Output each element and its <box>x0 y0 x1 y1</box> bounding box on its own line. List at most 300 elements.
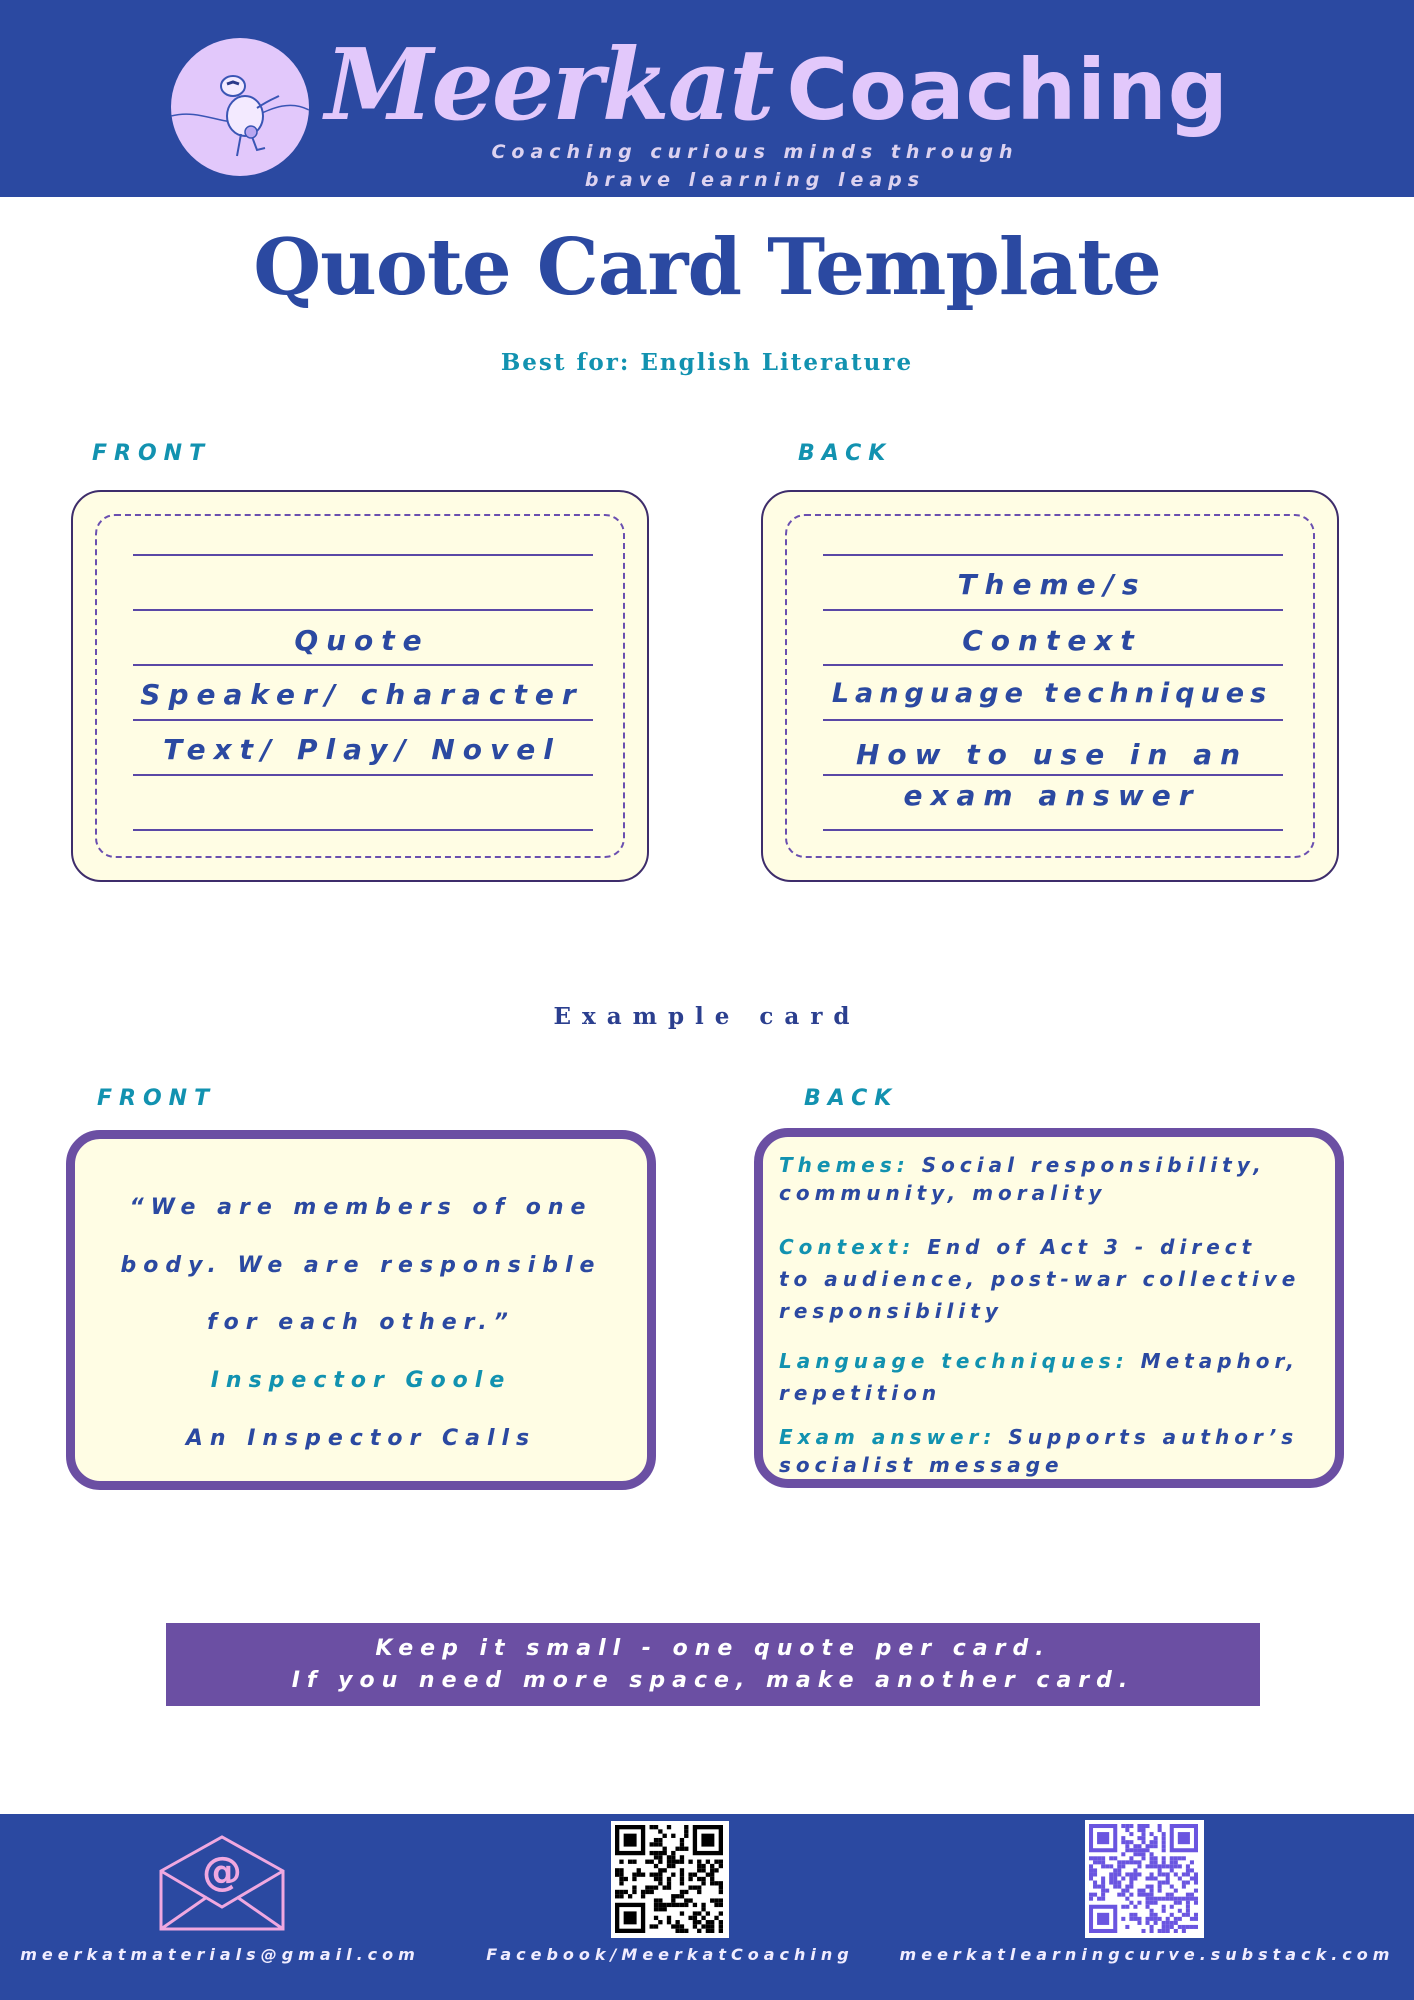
example-title: Example card <box>553 1003 861 1030</box>
qr-module <box>1162 1832 1166 1836</box>
qr-module <box>632 1873 636 1877</box>
card-rule <box>133 829 593 831</box>
qr-module <box>1093 1872 1097 1876</box>
qr-module <box>624 1877 628 1881</box>
qr-module <box>680 1924 684 1928</box>
page-title: Quote Card Template <box>253 222 1161 313</box>
qr-module <box>654 1838 658 1842</box>
qr-module <box>1137 1872 1141 1876</box>
qr-module <box>1109 1881 1113 1885</box>
qr-module <box>619 1881 623 1885</box>
qr-module <box>1137 1844 1141 1848</box>
qr-module <box>1121 1876 1125 1880</box>
qr-module <box>654 1924 658 1928</box>
qr-module <box>1137 1917 1141 1921</box>
qr-module <box>1158 1864 1162 1868</box>
qr-module <box>1125 1897 1129 1901</box>
qr-module <box>1150 1852 1154 1856</box>
qr-module <box>684 1825 688 1829</box>
qr-module <box>1174 1917 1178 1921</box>
qr-module <box>1097 1885 1101 1889</box>
qr-module <box>1121 1893 1125 1897</box>
brand-bold: Coaching <box>786 41 1229 139</box>
exam-key: Exam answer: <box>779 1425 997 1449</box>
qr-module <box>714 1903 718 1907</box>
qr-module <box>1162 1860 1166 1864</box>
qr-module <box>619 1877 623 1881</box>
qr-module <box>1174 1860 1178 1864</box>
qr-module <box>615 1873 619 1877</box>
qr-module <box>641 1873 645 1877</box>
qr-module <box>693 1885 697 1889</box>
qr-module <box>1190 1860 1194 1864</box>
template-front-quote: Quote <box>294 624 430 657</box>
qr-module <box>1117 1885 1121 1889</box>
example-quote-line-3: for each other.” <box>207 1310 515 1335</box>
qr-module <box>1129 1860 1133 1864</box>
qr-finder <box>701 1834 714 1847</box>
qr-module <box>1089 1872 1093 1876</box>
qr-module <box>684 1834 688 1838</box>
qr-module <box>1146 1917 1150 1921</box>
qr-module <box>1194 1872 1198 1876</box>
qr-module <box>693 1903 697 1907</box>
qr-module <box>1150 1929 1154 1933</box>
qr-module <box>1093 1860 1097 1864</box>
qr-module <box>706 1924 710 1928</box>
qr-module <box>710 1868 714 1872</box>
qr-module <box>1150 1909 1154 1913</box>
qr-module <box>1146 1876 1150 1880</box>
qr-module <box>667 1881 671 1885</box>
themes-value-1: Social responsibility, <box>909 1153 1266 1177</box>
qr-module <box>693 1911 697 1915</box>
qr-module <box>671 1898 675 1902</box>
qr-module <box>701 1868 705 1872</box>
context-key: Context: <box>779 1235 916 1259</box>
card-rule <box>823 774 1283 776</box>
qr-module <box>1125 1828 1129 1832</box>
qr-module <box>645 1890 649 1894</box>
qr-module <box>1166 1872 1170 1876</box>
qr-module <box>714 1916 718 1920</box>
qr-module <box>1194 1913 1198 1917</box>
qr-module <box>706 1911 710 1915</box>
qr-module <box>1166 1897 1170 1901</box>
qr-module <box>710 1864 714 1868</box>
qr-module <box>684 1898 688 1902</box>
qr-module <box>719 1911 723 1915</box>
qr-module <box>650 1825 654 1829</box>
qr-module <box>1101 1893 1105 1897</box>
qr-module <box>1146 1893 1150 1897</box>
qr-module <box>714 1860 718 1864</box>
qr-module <box>706 1873 710 1877</box>
qr-module <box>688 1877 692 1881</box>
template-front-card <box>71 490 649 882</box>
qr-module <box>1186 1881 1190 1885</box>
qr-module <box>632 1885 636 1889</box>
qr-module <box>1150 1876 1154 1880</box>
qr-module <box>1146 1848 1150 1852</box>
qr-module <box>645 1860 649 1864</box>
qr-module <box>697 1920 701 1924</box>
qr-module <box>1113 1876 1117 1880</box>
qr-module <box>675 1847 679 1851</box>
qr-module <box>680 1873 684 1877</box>
qr-module <box>671 1855 675 1859</box>
qr-module <box>697 1885 701 1889</box>
qr-module <box>671 1851 675 1855</box>
qr-module <box>667 1860 671 1864</box>
qr-module <box>1182 1925 1186 1929</box>
meerkat-logo-icon <box>171 38 309 176</box>
qr-module <box>719 1924 723 1928</box>
qr-module <box>1158 1828 1162 1832</box>
qr-module <box>1166 1917 1170 1921</box>
qr-module <box>658 1838 662 1842</box>
qr-module <box>619 1894 623 1898</box>
qr-module <box>1194 1889 1198 1893</box>
qr-module <box>1186 1868 1190 1872</box>
qr-module <box>667 1885 671 1889</box>
qr-module <box>1137 1824 1141 1828</box>
qr-module <box>637 1873 641 1877</box>
qr-module <box>1166 1929 1170 1933</box>
qr-finder <box>1178 1832 1190 1844</box>
qr-module <box>1170 1913 1174 1917</box>
qr-module <box>1150 1917 1154 1921</box>
exam-value-2: socialist message <box>779 1453 1064 1477</box>
qr-module <box>1146 1901 1150 1905</box>
qr-module <box>628 1894 632 1898</box>
qr-module <box>1137 1921 1141 1925</box>
example-quote-line-1: “We are members of one <box>129 1195 593 1220</box>
qr-module <box>1125 1844 1129 1848</box>
qr-module <box>1146 1885 1150 1889</box>
qr-module <box>1097 1897 1101 1901</box>
qr-module <box>1162 1836 1166 1840</box>
qr-module <box>1121 1860 1125 1864</box>
qr-module <box>1162 1925 1166 1929</box>
qr-module <box>1101 1897 1105 1901</box>
footer-substack[interactable]: meerkatlearningcurve.substack.com <box>899 1945 1395 1964</box>
qr-module <box>1174 1856 1178 1860</box>
qr-module <box>1186 1864 1190 1868</box>
themes-value-2: community, morality <box>779 1181 1107 1205</box>
qr-module <box>663 1847 667 1851</box>
qr-module <box>1141 1840 1145 1844</box>
qr-module <box>701 1916 705 1920</box>
qr-module <box>615 1890 619 1894</box>
qr-module <box>1150 1913 1154 1917</box>
qr-module <box>697 1929 701 1933</box>
qr-module <box>1137 1836 1141 1840</box>
qr-module <box>680 1890 684 1894</box>
example-back-card <box>754 1128 1344 1488</box>
qr-module <box>1194 1881 1198 1885</box>
qr-module <box>1170 1856 1174 1860</box>
qr-module <box>1117 1864 1121 1868</box>
qr-module <box>1141 1893 1145 1897</box>
template-back-howto-2: exam answer <box>903 779 1201 812</box>
qr-module <box>1190 1893 1194 1897</box>
qr-module <box>1146 1921 1150 1925</box>
qr-module <box>1150 1901 1154 1905</box>
qr-module <box>667 1864 671 1868</box>
qr-module <box>1162 1897 1166 1901</box>
qr-module <box>1121 1852 1125 1856</box>
qr-module <box>1186 1893 1190 1897</box>
qr-module <box>706 1920 710 1924</box>
qr-module <box>671 1894 675 1898</box>
qr-module <box>1158 1824 1162 1828</box>
qr-module <box>663 1851 667 1855</box>
qr-module <box>1137 1860 1141 1864</box>
template-front-speaker: Speaker/ character <box>140 678 584 711</box>
card-rule <box>133 554 593 556</box>
qr-module <box>1190 1897 1194 1901</box>
qr-module <box>658 1898 662 1902</box>
template-back-card <box>761 490 1339 882</box>
example-language <box>779 1345 1339 1409</box>
qr-module <box>650 1885 654 1889</box>
card-rule <box>133 664 593 666</box>
qr-module <box>1133 1872 1137 1876</box>
qr-module <box>1158 1872 1162 1876</box>
qr-module <box>675 1929 679 1933</box>
qr-module <box>719 1860 723 1864</box>
qr-module <box>1093 1881 1097 1885</box>
qr-module <box>1150 1864 1154 1868</box>
qr-module <box>1141 1832 1145 1836</box>
qr-module <box>680 1929 684 1933</box>
qr-module <box>1186 1913 1190 1917</box>
qr-module <box>680 1903 684 1907</box>
svg-text:@: @ <box>202 1849 242 1895</box>
qr-module <box>624 1890 628 1894</box>
qr-module <box>1158 1917 1162 1921</box>
qr-module <box>1101 1889 1105 1893</box>
qr-module <box>1129 1913 1133 1917</box>
qr-module <box>1146 1864 1150 1868</box>
qr-module <box>1178 1925 1182 1929</box>
footer-facebook[interactable]: Facebook/MeerkatCoaching <box>486 1945 854 1964</box>
qr-module <box>1141 1929 1145 1933</box>
qr-module <box>1125 1925 1129 1929</box>
qr-module <box>1109 1876 1113 1880</box>
qr-module <box>1141 1828 1145 1832</box>
qr-module <box>1121 1840 1125 1844</box>
qr-module <box>697 1890 701 1894</box>
card-rule <box>133 774 593 776</box>
qr-module <box>658 1829 662 1833</box>
qr-module <box>1129 1876 1133 1880</box>
qr-module <box>641 1890 645 1894</box>
qr-module <box>1174 1897 1178 1901</box>
qr-module <box>1105 1889 1109 1893</box>
qr-module <box>1129 1832 1133 1836</box>
example-themes <box>779 1151 1339 1207</box>
qr-module <box>667 1855 671 1859</box>
qr-module <box>684 1829 688 1833</box>
example-quote-line-2: body. We are responsible <box>120 1253 602 1278</box>
qr-module <box>1101 1860 1105 1864</box>
qr-module <box>1162 1864 1166 1868</box>
substack-qr-code[interactable] <box>1085 1820 1204 1938</box>
example-exam <box>779 1423 1339 1479</box>
qr-module <box>1146 1844 1150 1848</box>
qr-module <box>650 1860 654 1864</box>
qr-module <box>1186 1925 1190 1929</box>
qr-module <box>1150 1889 1154 1893</box>
qr-module <box>701 1864 705 1868</box>
qr-module <box>1109 1864 1113 1868</box>
qr-module <box>1121 1905 1125 1909</box>
qr-module <box>1154 1844 1158 1848</box>
qr-module <box>1158 1897 1162 1901</box>
qr-module <box>1166 1925 1170 1929</box>
qr-module <box>1154 1836 1158 1840</box>
qr-module <box>710 1898 714 1902</box>
qr-module <box>1125 1840 1129 1844</box>
qr-module <box>1174 1929 1178 1933</box>
qr-module <box>675 1920 679 1924</box>
qr-module <box>1166 1881 1170 1885</box>
qr-module <box>714 1868 718 1872</box>
qr-module <box>1174 1864 1178 1868</box>
qr-module <box>1150 1885 1154 1889</box>
qr-module <box>1113 1885 1117 1889</box>
qr-module <box>654 1851 658 1855</box>
qr-module <box>1129 1840 1133 1844</box>
facebook-qr-code[interactable] <box>611 1821 729 1938</box>
qr-module <box>710 1873 714 1877</box>
qr-finder <box>1097 1832 1109 1844</box>
qr-module <box>1170 1897 1174 1901</box>
qr-module <box>654 1864 658 1868</box>
qr-module <box>1133 1868 1137 1872</box>
qr-module <box>1137 1848 1141 1852</box>
language-key: Language techniques: <box>779 1349 1129 1373</box>
qr-module <box>1093 1893 1097 1897</box>
qr-module <box>1158 1889 1162 1893</box>
qr-module <box>1150 1832 1154 1836</box>
qr-module <box>1178 1856 1182 1860</box>
qr-module <box>658 1907 662 1911</box>
themes-key: Themes: <box>779 1153 910 1177</box>
card-rule <box>823 719 1283 721</box>
tip-banner-line-1: Keep it small - one quote per card. <box>375 1636 1051 1661</box>
card-rule <box>823 664 1283 666</box>
qr-module <box>680 1911 684 1915</box>
qr-module <box>688 1898 692 1902</box>
qr-module <box>697 1864 701 1868</box>
qr-module <box>1101 1856 1105 1860</box>
qr-module <box>1162 1929 1166 1933</box>
qr-module <box>1137 1852 1141 1856</box>
qr-module <box>1154 1913 1158 1917</box>
qr-module <box>1178 1876 1182 1880</box>
qr-module <box>1125 1889 1129 1893</box>
qr-module <box>1109 1872 1113 1876</box>
qr-module <box>1137 1893 1141 1897</box>
template-back-language: Language techniques <box>831 678 1273 709</box>
qr-module <box>1117 1860 1121 1864</box>
qr-module <box>1141 1848 1145 1852</box>
qr-module <box>1141 1852 1145 1856</box>
qr-module <box>658 1842 662 1846</box>
example-context <box>779 1231 1339 1327</box>
qr-module <box>632 1877 636 1881</box>
qr-module <box>1182 1872 1186 1876</box>
brand-script: Meerkat <box>325 28 773 143</box>
qr-module <box>719 1890 723 1894</box>
qr-module <box>658 1860 662 1864</box>
qr-module <box>641 1894 645 1898</box>
qr-module <box>1125 1885 1129 1889</box>
qr-module <box>1133 1844 1137 1848</box>
qr-module <box>637 1868 641 1872</box>
qr-module <box>1117 1872 1121 1876</box>
qr-module <box>675 1924 679 1928</box>
qr-module <box>710 1881 714 1885</box>
qr-module <box>1150 1925 1154 1929</box>
qr-module <box>680 1847 684 1851</box>
qr-module <box>697 1860 701 1864</box>
qr-module <box>654 1842 658 1846</box>
qr-module <box>1097 1856 1101 1860</box>
footer-email[interactable]: meerkatmaterials@gmail.com <box>20 1945 420 1964</box>
example-front-card <box>66 1130 656 1490</box>
qr-module <box>1186 1897 1190 1901</box>
qr-module <box>693 1920 697 1924</box>
qr-module <box>1150 1844 1154 1848</box>
qr-module <box>1141 1856 1145 1860</box>
example-text: An Inspector Calls <box>185 1426 537 1451</box>
qr-module <box>719 1903 723 1907</box>
qr-module <box>1186 1905 1190 1909</box>
qr-module <box>714 1898 718 1902</box>
envelope-icon[interactable] <box>157 1833 287 1933</box>
context-value-1: End of Act 3 - direct <box>915 1235 1257 1259</box>
qr-module <box>680 1838 684 1842</box>
qr-module <box>1154 1860 1158 1864</box>
qr-module <box>1093 1856 1097 1860</box>
qr-module <box>654 1877 658 1881</box>
qr-module <box>619 1860 623 1864</box>
qr-module <box>1178 1864 1182 1868</box>
qr-module <box>1089 1856 1093 1860</box>
qr-module <box>701 1903 705 1907</box>
qr-module <box>615 1894 619 1898</box>
qr-module <box>688 1916 692 1920</box>
qr-module <box>1158 1868 1162 1872</box>
qr-module <box>1137 1901 1141 1905</box>
qr-module <box>1125 1860 1129 1864</box>
qr-module <box>1117 1893 1121 1897</box>
qr-module <box>654 1873 658 1877</box>
qr-module <box>701 1877 705 1881</box>
qr-module <box>650 1851 654 1855</box>
qr-module <box>1162 1844 1166 1848</box>
qr-module <box>1178 1909 1182 1913</box>
qr-module <box>1129 1848 1133 1852</box>
qr-module <box>1174 1901 1178 1905</box>
qr-module <box>680 1877 684 1881</box>
qr-module <box>1194 1901 1198 1905</box>
qr-module <box>1133 1913 1137 1917</box>
